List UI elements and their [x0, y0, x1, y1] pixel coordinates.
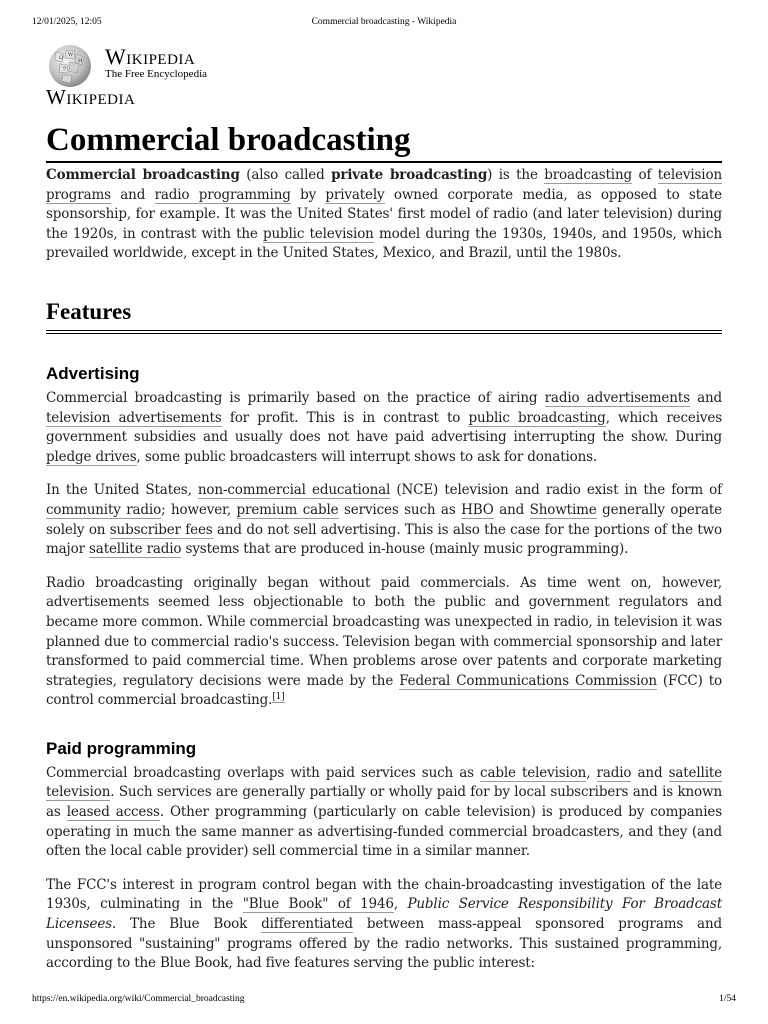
citation-link[interactable]: [1] [272, 691, 285, 702]
print-page-number: 1/54 [719, 994, 736, 1004]
print-footer [32, 994, 736, 1006]
paid-programming-paragraph-1: Commercial broadcasting overlaps with paid services such as cable television, radio and satellite television. Such services are generally partially or wholly paid for by local subscribers and is known as leased access. Other programming (particularly on cable television) is produced by companies operating in much the same manner as advertising-funded commercial broadcasters, and they (and often the local cable provider) sell commercial time in a similar manner. [46, 764, 722, 860]
page-title: Commercial broadcasting [46, 120, 722, 163]
article-link[interactable]: broadcasting [544, 167, 632, 183]
article-link[interactable]: satellite radio [89, 541, 182, 558]
article-link[interactable]: pledge drives [46, 448, 137, 465]
article-link[interactable]: Federal Communications Commission [399, 672, 657, 689]
wikipedia-wordmark-large: Wikipedia [46, 85, 136, 109]
bold-term: private broadcasting [331, 167, 488, 183]
article-link[interactable]: Showtime [529, 501, 597, 518]
subsection-heading-paid-programming: Paid programming [46, 738, 197, 758]
wikipedia-tagline: The Free Encyclopedia [105, 68, 208, 80]
wikipedia-wordmark[interactable]: Wikipedia [105, 44, 196, 69]
article-link[interactable]: public television [262, 225, 374, 242]
article-link[interactable]: subscriber fees [109, 521, 213, 538]
article-link[interactable]: cable television [480, 764, 587, 781]
article-link[interactable]: public broadcasting [468, 409, 606, 426]
article-link[interactable]: "Blue Book" of 1946 [242, 896, 394, 913]
article-link[interactable]: differentiated [261, 916, 353, 933]
article-link[interactable]: privately [325, 186, 385, 203]
article-link[interactable]: radio advertisements [544, 389, 690, 406]
paid-programming-paragraph-2: The FCC's interest in program control began with the chain-broadcasting investigation of the late 1930s, culminating in the "Blue Book" of 1946, Public Service Responsibility For Broadcast Licensees. The Blue Book differentiated between mass-appeal sponsored programs and unsponsored "sustaining" programs offered by the radio networks. This sustained programming, according to the Blue Book, had five features serving the public interest: [46, 876, 722, 972]
advertising-paragraph-2: In the United States, non-commercial educational (NCE) television and radio exist in the form of community radio; however, premium cable services such as HBO and Showtime generally operate solely on subscriber fees and do not sell advertising. This is also the case for the portions of the two major satellite radio systems that are produced in-house (mainly music programming). [46, 482, 723, 558]
advertising-paragraph-3: Radio broadcasting originally began without paid commercials. As time went on, however, advertisements seemed less objectionable to both the public and government regulators and became more common. While commercial broadcasting was unexpected in radio, in television it was planned due to commercial radio's success. Television began with commercial sponsorship and later transformed to paid commercial time. When problems arose over patents and corporate marketing strategies, regulatory decisions were made by the Federal Communications Commission (FCC) to control commercial broadcasting.[1] [46, 574, 722, 709]
wikipedia-globe-icon[interactable] [46, 44, 94, 88]
svg-text:W: W [68, 52, 74, 58]
article-link[interactable]: television programs [46, 167, 722, 203]
article-content [46, 120, 722, 974]
svg-text:Ω: Ω [59, 55, 64, 61]
article-link[interactable]: radio [596, 764, 632, 781]
article-link[interactable]: television advertisements [46, 409, 222, 426]
lead-paragraph: Commercial broadcasting (also called private broadcasting) is the broadcasting of television programs and radio programming by privately owned corporate media, as opposed to state sponsorship, for example. It was the United States' first model of radio (and later television) during the 1920s, in contrast with the public television model during the 1930s, 1940s, and 1950s, which prevailed worldwide, except in the United States, Mexico, and Brazil, until the 1980s. [46, 167, 722, 262]
citation-reference[interactable] [272, 692, 284, 703]
article-link[interactable]: non-commercial educational [197, 482, 391, 499]
article-link[interactable]: community radio [46, 501, 162, 518]
italic-title: Public Service Responsibility For Broadcast Licensees [46, 896, 722, 933]
bold-term: Commercial broadcasting [46, 167, 240, 183]
section-heading-features: Features [46, 298, 722, 334]
print-header [32, 17, 736, 29]
article-link[interactable]: premium cable [236, 501, 339, 518]
article-link[interactable]: satellite television [46, 764, 722, 801]
subsection-heading-advertising: Advertising [46, 363, 140, 383]
article-link[interactable]: HBO [461, 501, 494, 518]
svg-text:ウ: ウ [62, 66, 68, 72]
print-datetime: 12/01/2025, 12:05 [32, 17, 102, 27]
print-page-title: Commercial broadcasting - Wikipedia [311, 17, 457, 27]
print-url: https://en.wikipedia.org/wiki/Commercial_broadcasting [32, 994, 245, 1004]
article-link[interactable]: leased access [66, 804, 160, 821]
article-link[interactable]: radio programming [154, 186, 291, 203]
advertising-paragraph-1: Commercial broadcasting is primarily based on the practice of airing radio advertisements and television advertisements for profit. This is in contrast to public broadcasting, which receives government subsidies and usually does not have paid advertising interrupting the show. During pledge drives, some public broadcasters will interrupt shows to ask for donations. [46, 389, 722, 465]
svg-text:И: И [78, 58, 83, 64]
